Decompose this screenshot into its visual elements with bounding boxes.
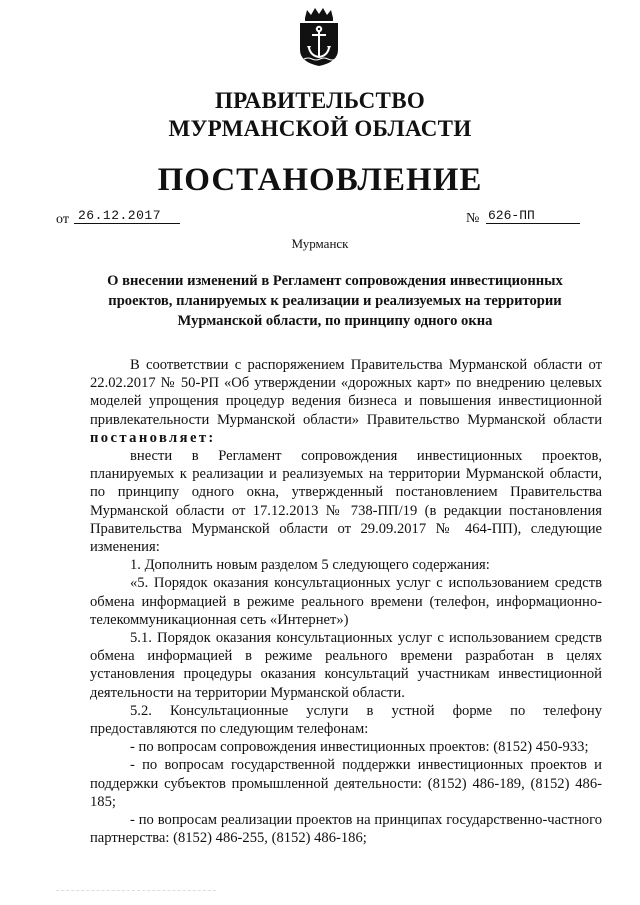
resolves-word: постановляет: <box>90 429 216 446</box>
paragraph: - по вопросам реализации проектов на принципах государственно-частного партнерства: (8152) 486-255, (8152) 486-186; <box>90 812 602 847</box>
date-prefix: от <box>56 212 69 227</box>
paragraph: 1. Дополнить новым разделом 5 следующего содержания: <box>130 557 490 574</box>
number-prefix: № <box>466 211 480 226</box>
paragraph: внести в Регламент сопровождения инвестиционных проектов, планируемых к реализации и реализуемых на территории Мурманской области, по принципу одного окна, утвержденный постановлением Правительства Мурманской области от 17.12.2013 № 738-ПП/19 (в редакции постановления Правительства Мурманской области от 29.09.2017 № 464-ПП), следующие изменения: <box>90 448 602 556</box>
document-body <box>90 356 602 847</box>
paragraph: - по вопросам сопровождения инвестиционных проектов: (8152) 450-933; <box>130 739 589 756</box>
paragraph: 5.2. Консультационные услуги в устной форме по телефону предоставляются по следующим телефонам: <box>90 702 602 738</box>
org-name-line2: МУРМАНСКОЙ ОБЛАСТИ <box>168 116 472 141</box>
paragraph: 5.1. Порядок оказания консультационных услуг с использованием средств обмена информацией в режиме реального времени разработан в целях установления процедуры оказания консультаций участникам инвестиционной деятельности на территории Мурманской области. <box>90 630 602 701</box>
org-name-line1: ПРАВИТЕЛЬСТВО <box>214 88 426 113</box>
document-date: 26.12.2017 <box>74 208 180 224</box>
document-type: ПОСТАНОВЛЕНИЕ <box>157 162 483 198</box>
paragraph: «5. Порядок оказания консультационных услуг с использованием средств обмена информацией в режиме реального времени (телефон, информационно-телекоммуникационная сеть «Интернет») <box>90 575 602 628</box>
document-heading: О внесении изменений в Регламент сопровождения инвестиционных проектов, планируемых к реализации и реализуемых на территории Мурманской области, по принципу одного окна <box>107 273 563 329</box>
paragraph-intro <box>90 356 602 447</box>
intro-text: В соответствии с распоряжением Правительства Мурманской области от 22.02.2017 № 50-РП «Об утверждении «дорожных карт» по внедрению целевых моделей упрощения процедур ведения бизнеса и повышения инвестиционной привлекательности Мурманской области» Правительство Мурманской области <box>90 357 602 428</box>
city-name: Мурманск <box>291 236 349 251</box>
coat-of-arms-icon <box>296 6 342 68</box>
bottom-divider <box>56 890 216 891</box>
paragraph: - по вопросам государственной поддержки инвестиционных проектов и поддержки субъектов промышленной деятельности: (8152) 486-189, (8152) 486-185; <box>90 757 602 810</box>
document-number: 626-ПП <box>486 208 580 224</box>
